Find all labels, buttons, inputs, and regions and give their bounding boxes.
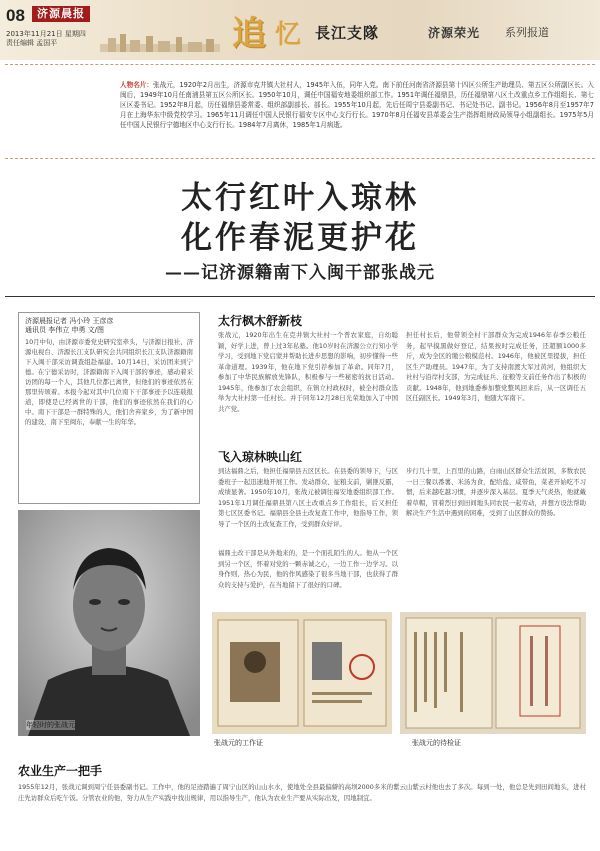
editor-line: 责任编辑 孟国平	[6, 39, 58, 47]
byline-correspondents: 通讯员 李伟立 申勇 文/图	[25, 326, 105, 334]
portrait-illustration	[18, 510, 200, 736]
section-title-1: 太行枫木舒新枝	[218, 314, 303, 328]
section-title-2: 飞入琼林映山红	[218, 450, 303, 464]
series-subtitle: 济源荣光	[428, 26, 481, 40]
byline-box	[18, 312, 200, 504]
section-2-left-text: 到达福鼎之后，他担任福鼎县五区区长。在县委的领导下，与区委班子一起迅速地开展工作。发动群众、征粮支前，剿匪反霸，成绩显著。1950年10月，张战元被调往福安地委组织部工作。1951年1月调任福鼎县第八区土改重点乡工作组长，后又担任第七区区委书记。福鼎县全县土改复查工作中，他指导工作，领导了一个区的土改复查工作，受到群众好评。	[218, 467, 398, 528]
date-info	[6, 30, 86, 48]
work-certificate-caption: 张战元的工作证	[214, 739, 263, 747]
section-1-left-text: 张战元，1920年出生在克井镇大社村一个普农家庭，自幼聪颖，好学上进，曾上过3年私塾。他10岁时在济源公立行知小学学习，受到地下党启蒙并帮助长进步思想的影响，初步懂得一些革命道理。1939年，他在地下党引荐参加了革命。同年7月，参加了中华民族解放先锋队，积极参与一些秘密的抗日活动。1945年，他参加了农会组织，在镇立村政权时，被全村群众选举为大社村第一任村长。并于同年12月28日光荣地加入了中国共产党。	[218, 331, 398, 413]
masthead	[0, 0, 600, 60]
lead-paragraph: 10月中旬，由济源市委党史研究室牵头，与济源日报社、济源电视台、济源长江支队研究会共同组织长江支队济源籍南下入闽干部采访调查组赴福建。10月14日，采访团来到宁德。在宁德采访时，济源籍南下入闽干部的事迹，感动着采访团的每一个人，其他几位都已离世，但他们的事迹依然在那里传颂着。本报今起对其中几位南下干部事迹予以连载报道，即使是已经离世的干部，他们的事迹依然在我们的心中。南下干部是一群特殊的人，他们舍弃家乡，为了新中国的建设，南下至闽东，奉献一生的年华。	[25, 338, 193, 426]
city-skyline-illustration	[100, 30, 220, 52]
section-2-right-text: 步行几十里，上百里的山路，白雨山区群众生活贫困，多数农民一日三餐以番薯、米汤为食，配给盐、咸带鱼，菜老开始吃不习惯，后来越吃越习惯，并逐步深入基层。夏季天气炎热，他就戴着草帽，冒着烈日到田间地头同农民一起劳动，并想方设法帮助解决生产生活中遇到的困难，受到了山区群众的赞扬。	[406, 467, 586, 517]
divider	[5, 158, 595, 159]
check-certificate-photo	[400, 612, 586, 734]
column-big-char-1: 追	[232, 14, 266, 54]
portrait-photo	[18, 510, 200, 736]
divider	[5, 296, 595, 297]
section-title-3: 农业生产一把手	[18, 764, 103, 778]
date-line: 2013年11月21日 星期四	[6, 30, 86, 38]
headline-line-1: 太行红叶入琼林	[181, 180, 419, 216]
certificate-illustration	[400, 612, 586, 734]
work-certificate-photo	[212, 612, 392, 734]
check-certificate-caption: 张战元的待检证	[412, 739, 461, 747]
headline-subtitle: ——记济源籍南下入闽干部张战元	[165, 263, 435, 283]
page-number: 08	[6, 6, 25, 25]
series-name: 長江支隊	[315, 24, 380, 42]
newspaper-logo: 济源晨报	[32, 6, 90, 22]
series-tag: 系列报道	[505, 26, 549, 39]
headline-line-2: 化作春泥更护花	[181, 220, 419, 256]
section-2-mid-text: 福鼎土改干部是从外地来的，是一个面孔陌生的人。他从一个区到另一个区，怀着对党的一颗赤诚之心，一边工作一边学习。以身作则，热心为民，他的作风感染了很多当地干部，也获得了群众的支持与爱护，在当地留下了很好的口碑。	[218, 549, 398, 589]
byline-reporters: 济源晨报记者 冯小玲 王彦彦	[25, 317, 114, 325]
bio-block	[120, 80, 594, 130]
section-1-right-text: 担任村长后，他带领全村干部群众为完成1946年春季公粮任务，起早摸黑做好登记，结果按时完成任务，还超额1000多斤，成为全区的缴公粮模范村。1946年，他被区里提拔，担任区生产助理员。1947年，为了支持南渡大军过黄河，他组织大社村与沿岸村支部，为完成征兵、征粮等支前任务作出了积极的贡献。1948年，他到地委参加整党整风回来后，从一区调任五区任副区长。1949年3月，他随大军南下。	[406, 331, 586, 402]
certificate-illustration	[212, 612, 392, 734]
bio-text: 张战元，1920年2月出生，济源市克井镇大社村人，1945年入伍，同年入党。南下前任河南省济源县第十四区公所生产助理员、第五区公所副区长。入闽后，1949年10月任南浦县第五区公所区长。1950年10月，调任中国福安地委组织部工作。1951年调任福鼎县，历任福鼎第八区土改重点乡工作组组长、第七区区委书记。1952年8月起，历任福鼎县委常委、组织部副部长、部长。1955年10月起，先后任周宁县委副书记、书记处书记、副书记。1956年8月至1957年7月在上海华东中级党校学习。1965年11月调任中国人民银行福安专区中心支行行长。1970年8月任福安县革委会生产指挥组财政局领导小组副组长。1975年5月任中国人民银行宁德地区中心支行行长。1984年7月离休，1985年1月病逝。	[120, 81, 594, 129]
portrait-caption: 年轻时的张战元	[26, 721, 75, 729]
column-big-char-2: 忆	[275, 20, 302, 50]
bio-label: 人物名片：	[120, 81, 154, 89]
divider	[5, 64, 595, 65]
section-3-text: 1955年12月，张战元调到周宁任县委副书记。工作中，他的足迹踏遍了周宁山区的山山水水，使地处全县最偏僻的高坝2000多米的紫云山紫云村他也去了多次。每到一处，他总是先到田间地头，进村庄先访群众后吃午饭。分管农业的他，努力从生产实践中找出规律，用以指导生产，他认为农业生产要从实际出发，因地制宜。	[18, 783, 586, 802]
